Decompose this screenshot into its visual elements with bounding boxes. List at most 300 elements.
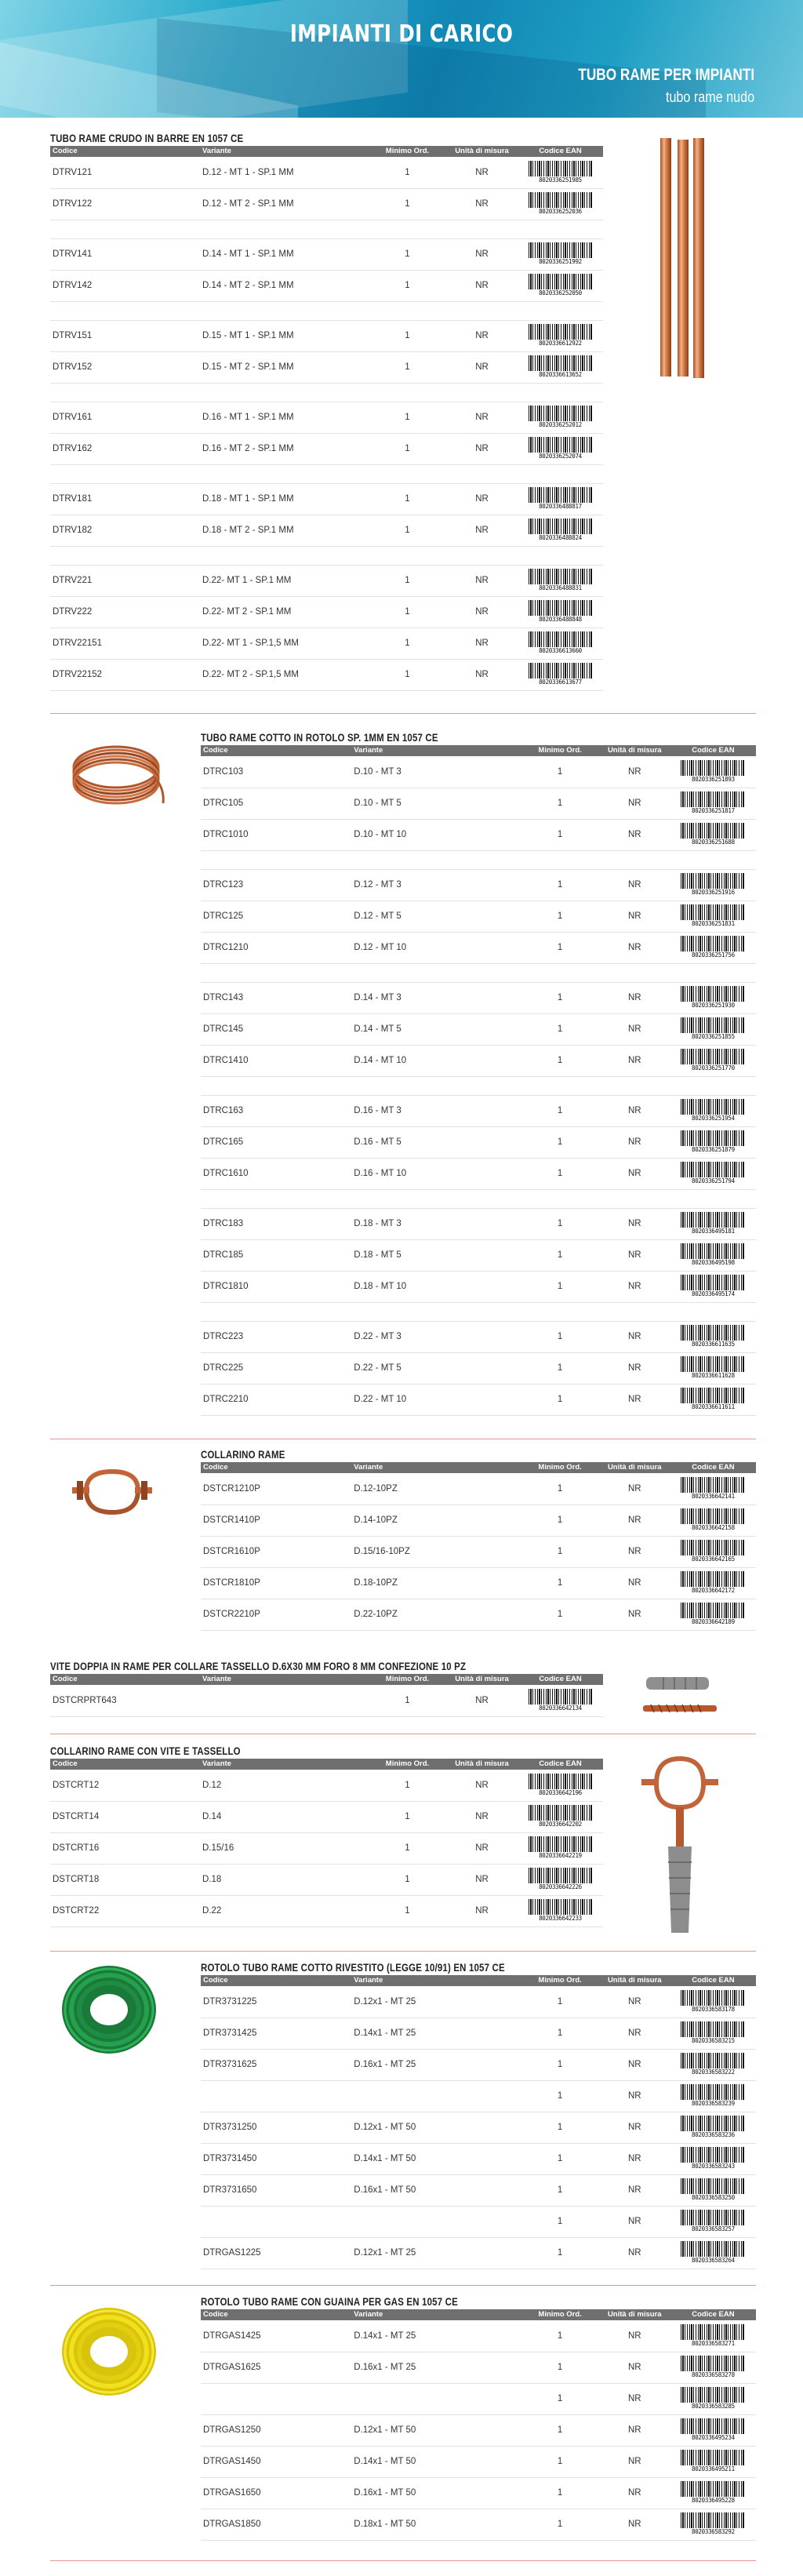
product-code: DTRV221: [50, 565, 200, 596]
product-table: [50, 1759, 603, 1927]
barcode-icon: 8020336611628: [681, 1356, 745, 1380]
barcode-icon: 8020336251688: [681, 823, 745, 846]
product-variant: D.10 - MT 3: [351, 756, 521, 788]
product-variant: D.14 - MT 1 - SP.1 MM: [200, 238, 369, 270]
unit: NR: [599, 1271, 670, 1302]
min-order: 1: [521, 1158, 599, 1189]
barcode-icon: 8020336642196: [529, 1774, 593, 1797]
green-insulated-coil-image: [58, 1961, 160, 2059]
table-row: [201, 1271, 756, 1302]
unit: NR: [599, 1599, 670, 1630]
product-variant: D.14: [200, 1801, 369, 1832]
column-header: Unità di misura: [446, 1759, 518, 1770]
min-order: 1: [369, 1864, 446, 1895]
table-row: [201, 982, 756, 1013]
column-header: Minimo Ord.: [521, 2309, 599, 2320]
table-row: [50, 1864, 603, 1895]
table-row: [201, 1013, 756, 1045]
table-row: [50, 402, 603, 433]
product-variant: D.12 - MT 5: [351, 901, 521, 932]
ean-barcode: [670, 2383, 756, 2414]
product-code: DTRC143: [201, 982, 351, 1013]
unit: NR: [599, 1208, 670, 1239]
column-header: Minimo Ord.: [369, 1674, 446, 1685]
column-header: Unità di misura: [599, 1975, 670, 1986]
table-row: [201, 2080, 756, 2112]
product-variant: D.18: [200, 1864, 369, 1895]
table-row: [201, 2477, 756, 2509]
table-row: [50, 1895, 603, 1927]
product-code: DTRC103: [201, 756, 351, 788]
section-title: COLLARINO RAME CON VITE E TASSELLO: [50, 1745, 241, 1757]
barcode-icon: 8020336252012: [529, 406, 593, 429]
table-row: [50, 1801, 603, 1832]
min-order: 1: [369, 628, 446, 659]
product-code: DTRC165: [201, 1126, 351, 1158]
ean-barcode: [518, 238, 603, 270]
min-order: 1: [521, 2509, 599, 2540]
barcode-icon: 8020336251879: [681, 1130, 745, 1154]
ean-barcode: [670, 819, 756, 850]
table-row: [201, 2414, 756, 2446]
product-code: DSTCRT14: [50, 1801, 200, 1832]
product-variant: D.14x1 - MT 25: [351, 2320, 521, 2352]
unit: NR: [599, 1239, 670, 1271]
product-table: [201, 745, 756, 1416]
table-row: [201, 2049, 756, 2080]
ean-barcode: [518, 1685, 603, 1716]
barcode-icon: 8020336252036: [529, 192, 593, 216]
product-code: DTRC2210: [201, 1384, 351, 1415]
column-header: Variante: [200, 1759, 369, 1770]
unit: NR: [599, 1986, 670, 2018]
ean-barcode: [518, 515, 603, 546]
unit: NR: [599, 1013, 670, 1045]
table-row: [50, 659, 603, 690]
product-code: DTRV181: [50, 483, 200, 515]
ean-barcode: [518, 1770, 603, 1801]
product-variant: [351, 2080, 521, 2112]
product-variant: D.16x1 - MT 50: [351, 2477, 521, 2509]
barcode-icon: 8020336583178: [681, 1990, 745, 2014]
unit: NR: [599, 932, 670, 963]
min-order: 1: [369, 402, 446, 433]
table-row: [201, 788, 756, 819]
unit: NR: [599, 2018, 670, 2049]
unit: NR: [599, 1384, 670, 1415]
min-order: 1: [521, 2383, 599, 2414]
product-variant: D.18 - MT 3: [351, 1208, 521, 1239]
product-code: DTR3731625: [201, 2049, 351, 2080]
product-code: DTRV152: [50, 351, 200, 383]
barcode-icon: 8020336495181: [681, 1212, 745, 1235]
barcode-icon: 8020336252050: [529, 274, 593, 297]
product-code: DTRC225: [201, 1352, 351, 1384]
ean-barcode: [670, 2143, 756, 2174]
ean-barcode: [670, 1384, 756, 1415]
min-order: 1: [369, 433, 446, 464]
barcode-icon: 8020336495234: [681, 2418, 745, 2442]
unit: NR: [599, 1504, 670, 1536]
unit: NR: [599, 2509, 670, 2540]
min-order: 1: [369, 1685, 446, 1716]
product-table: [50, 146, 603, 691]
table-row: [201, 819, 756, 850]
ean-barcode: [670, 1536, 756, 1567]
product-variant: D.15/16: [200, 1832, 369, 1864]
table-row: [201, 2237, 756, 2269]
category-title: TUBO RAME PER IMPIANTI: [578, 66, 754, 84]
table-row: [201, 1126, 756, 1158]
product-variant: D.10 - MT 10: [351, 819, 521, 850]
unit: NR: [446, 1864, 518, 1895]
ean-barcode: [670, 901, 756, 932]
ean-barcode: [670, 788, 756, 819]
ean-barcode: [518, 1864, 603, 1895]
product-code: DTRC145: [201, 1013, 351, 1045]
product-variant: D.16x1 - MT 25: [351, 2049, 521, 2080]
barcode-icon: 8020336642219: [529, 1836, 593, 1860]
column-header: Variante: [351, 2309, 521, 2320]
unit: NR: [446, 320, 518, 351]
ean-barcode: [670, 1013, 756, 1045]
barcode-icon: 8020336642233: [529, 1899, 593, 1923]
min-order: 1: [521, 2143, 599, 2174]
min-order: 1: [521, 1536, 599, 1567]
ean-barcode: [518, 157, 603, 188]
min-order: 1: [521, 1384, 599, 1415]
product-variant: D.14x1 - MT 50: [351, 2143, 521, 2174]
barcode-icon: 8020336611611: [681, 1388, 745, 1411]
product-variant: D.16 - MT 5: [351, 1126, 521, 1158]
ean-barcode: [670, 1208, 756, 1239]
min-order: 1: [369, 483, 446, 515]
column-header: Variante: [200, 146, 369, 157]
column-header: Minimo Ord.: [521, 1462, 599, 1473]
min-order: 1: [521, 982, 599, 1013]
product-code: DSTCRT12: [50, 1770, 200, 1801]
product-code: DTRGAS1250: [201, 2414, 351, 2446]
table-row: [201, 2018, 756, 2049]
product-code: [201, 2080, 351, 2112]
barcode-icon: 8020336583239: [681, 2084, 745, 2108]
ean-barcode: [670, 1473, 756, 1504]
ean-barcode: [670, 1095, 756, 1126]
barcode-icon: 8020336613677: [529, 663, 593, 686]
barcode-icon: 8020336488848: [529, 600, 593, 624]
barcode-icon: 8020336583278: [681, 2356, 745, 2379]
product-variant: D.12 - MT 10: [351, 932, 521, 963]
ean-barcode: [518, 1832, 603, 1864]
barcode-icon: 8020336495174: [681, 1275, 745, 1298]
min-order: 1: [521, 2174, 599, 2206]
column-header: Codice: [201, 745, 351, 756]
ean-barcode: [670, 2352, 756, 2383]
min-order: 1: [521, 1126, 599, 1158]
unit: NR: [599, 2174, 670, 2206]
product-variant: D.12: [200, 1770, 369, 1801]
product-table: [201, 2309, 756, 2541]
table-row: [50, 351, 603, 383]
product-variant: D.15/16-10PZ: [351, 1536, 521, 1567]
unit: NR: [599, 819, 670, 850]
table-row: [50, 238, 603, 270]
min-order: 1: [521, 788, 599, 819]
unit: NR: [599, 1567, 670, 1599]
barcode-icon: 8020336488824: [529, 518, 593, 542]
unit: NR: [599, 2206, 670, 2237]
table-row: [201, 1045, 756, 1076]
barcode-icon: 8020336251770: [681, 1049, 745, 1072]
unit: NR: [599, 2237, 670, 2269]
barcode-icon: 8020336642202: [529, 1805, 593, 1828]
product-variant: D.12x1 - MT 25: [351, 1986, 521, 2018]
table-row: [50, 320, 603, 351]
unit: NR: [446, 402, 518, 433]
copper-clamp-image: [69, 1467, 155, 1522]
ean-barcode: [518, 320, 603, 351]
column-header: Codice: [201, 1462, 351, 1473]
unit: NR: [599, 2477, 670, 2509]
ean-barcode: [518, 270, 603, 301]
ean-barcode: [670, 1045, 756, 1076]
product-variant: [351, 2206, 521, 2237]
table-row: [50, 515, 603, 546]
column-header: Codice: [50, 1759, 200, 1770]
product-code: DTRV141: [50, 238, 200, 270]
table-row: [201, 1321, 756, 1352]
column-header: Unità di misura: [599, 1462, 670, 1473]
page-title: IMPIANTI DI CARICO: [289, 20, 514, 48]
ean-barcode: [670, 756, 756, 788]
product-code: DTRC185: [201, 1239, 351, 1271]
ean-barcode: [518, 483, 603, 515]
table-row: [50, 270, 603, 301]
barcode-icon: 8020336583292: [681, 2512, 745, 2536]
product-code: DTR3731450: [201, 2143, 351, 2174]
ean-barcode: [518, 188, 603, 220]
product-variant: D.14x1 - MT 25: [351, 2018, 521, 2049]
min-order: 1: [369, 565, 446, 596]
barcode-icon: 8020336488831: [529, 569, 593, 592]
product-variant: D.18 - MT 1 - SP.1 MM: [200, 483, 369, 515]
table-row: [201, 2446, 756, 2477]
unit: NR: [599, 2383, 670, 2414]
table-row: [201, 1158, 756, 1189]
min-order: 1: [521, 901, 599, 932]
product-code: DTR3731650: [201, 2174, 351, 2206]
product-code: [201, 2206, 351, 2237]
min-order: 1: [369, 596, 446, 628]
product-code: DTRGAS1650: [201, 2477, 351, 2509]
min-order: 1: [521, 1986, 599, 2018]
yellow-sheathed-coil-image: [58, 2303, 160, 2401]
ean-barcode: [670, 982, 756, 1013]
table-row: [50, 1770, 603, 1801]
product-variant: D.18 - MT 2 - SP.1 MM: [200, 515, 369, 546]
unit: NR: [599, 1158, 670, 1189]
product-variant: D.16 - MT 1 - SP.1 MM: [200, 402, 369, 433]
product-code: DSTCR1810P: [201, 1567, 351, 1599]
table-row: [201, 2206, 756, 2237]
ean-barcode: [670, 2477, 756, 2509]
barcode-icon: 8020336613660: [529, 631, 593, 655]
ean-barcode: [670, 1352, 756, 1384]
unit: NR: [446, 515, 518, 546]
min-order: 1: [521, 1095, 599, 1126]
min-order: 1: [369, 1895, 446, 1927]
ean-barcode: [670, 1321, 756, 1352]
barcode-icon: 8020336613652: [529, 355, 593, 379]
product-code: DTRV121: [50, 157, 200, 188]
ean-barcode: [670, 2446, 756, 2477]
table-row: [201, 2112, 756, 2143]
barcode-icon: 8020336642141: [681, 1477, 745, 1501]
barcode-icon: 8020336642165: [681, 1540, 745, 1563]
min-order: 1: [521, 2206, 599, 2237]
column-header: Codice EAN: [518, 1759, 603, 1770]
table-row: [201, 901, 756, 932]
min-order: 1: [521, 2080, 599, 2112]
ean-barcode: [518, 433, 603, 464]
unit: NR: [599, 2112, 670, 2143]
product-code: DSTCR1210P: [201, 1473, 351, 1504]
ean-barcode: [670, 1986, 756, 2018]
barcode-icon: 8020336642134: [529, 1689, 593, 1712]
min-order: 1: [369, 351, 446, 383]
unit: NR: [599, 756, 670, 788]
product-code: DSTCRPRT643: [50, 1685, 200, 1716]
column-header: Unità di misura: [599, 2309, 670, 2320]
table-row: [201, 2320, 756, 2352]
ean-barcode: [518, 402, 603, 433]
table-row: [50, 628, 603, 659]
product-code: DTRV22151: [50, 628, 200, 659]
ean-barcode: [670, 869, 756, 901]
table-row: [201, 2383, 756, 2414]
ean-barcode: [670, 1504, 756, 1536]
unit: NR: [446, 596, 518, 628]
table-row: [201, 1567, 756, 1599]
barcode-icon: 8020336495198: [681, 1243, 745, 1267]
min-order: 1: [521, 2320, 599, 2352]
unit: NR: [599, 2080, 670, 2112]
product-variant: D.12 - MT 1 - SP.1 MM: [200, 157, 369, 188]
unit: NR: [599, 1095, 670, 1126]
barcode-icon: 8020336642172: [681, 1571, 745, 1595]
table-row: [50, 157, 603, 188]
section-rotolo-rivestito: [201, 1961, 756, 2269]
unit: NR: [599, 1473, 670, 1504]
section-collarino-vite-tassello: [50, 1745, 602, 1927]
min-order: 1: [369, 659, 446, 690]
product-variant: D.18 - MT 10: [351, 1271, 521, 1302]
barcode-icon: 8020336251992: [529, 242, 593, 266]
barcode-icon: 8020336611635: [681, 1325, 745, 1348]
product-code: DTRV142: [50, 270, 200, 301]
min-order: 1: [369, 320, 446, 351]
product-variant: D.16 - MT 10: [351, 1158, 521, 1189]
barcode-icon: 8020336251930: [681, 986, 745, 1010]
section-title: TUBO RAME CRUDO IN BARRE EN 1057 CE: [50, 133, 244, 144]
unit: NR: [446, 565, 518, 596]
min-order: 1: [521, 2049, 599, 2080]
product-code: DTR3731250: [201, 2112, 351, 2143]
unit: NR: [599, 2320, 670, 2352]
barcode-icon: 8020336583257: [681, 2210, 745, 2233]
barcode-icon: 8020336583250: [681, 2178, 745, 2202]
product-code: DTRGAS1425: [201, 2320, 351, 2352]
barcode-icon: 8020336251954: [681, 1099, 745, 1122]
barcode-icon: 8020336251817: [681, 791, 745, 815]
min-order: 1: [521, 2018, 599, 2049]
product-variant: D.14 - MT 5: [351, 1013, 521, 1045]
unit: NR: [599, 2414, 670, 2446]
barcode-icon: 8020336583264: [681, 2241, 745, 2265]
ean-barcode: [670, 1271, 756, 1302]
barcode-icon: 8020336251855: [681, 1017, 745, 1041]
ean-barcode: [670, 2509, 756, 2540]
min-order: 1: [521, 869, 599, 901]
column-header: Codice: [201, 2309, 351, 2320]
min-order: 1: [369, 1770, 446, 1801]
min-order: 1: [521, 1504, 599, 1536]
min-order: 1: [369, 238, 446, 270]
ean-barcode: [670, 2414, 756, 2446]
min-order: 1: [521, 1567, 599, 1599]
product-table: [201, 1462, 756, 1631]
product-variant: D.22- MT 1 - SP.1 MM: [200, 565, 369, 596]
copper-pipe-bars-image: [656, 138, 710, 378]
min-order: 1: [369, 270, 446, 301]
table-row: [50, 1832, 603, 1864]
barcode-icon: 8020336642158: [681, 1508, 745, 1532]
table-row: [50, 596, 603, 628]
product-variant: D.15 - MT 2 - SP.1 MM: [200, 351, 369, 383]
product-code: DTR3731225: [201, 1986, 351, 2018]
ean-barcode: [670, 2174, 756, 2206]
barcode-icon: 8020336642226: [529, 1868, 593, 1891]
column-header: Codice EAN: [670, 1975, 756, 1986]
product-code: DTRV22152: [50, 659, 200, 690]
unit: NR: [446, 351, 518, 383]
unit: NR: [599, 2446, 670, 2477]
ean-barcode: [670, 2320, 756, 2352]
product-variant: D.15 - MT 1 - SP.1 MM: [200, 320, 369, 351]
product-code: DTRC1210: [201, 932, 351, 963]
barcode-icon: 8020336612922: [529, 324, 593, 347]
ean-barcode: [518, 628, 603, 659]
product-variant: D.16x1 - MT 50: [351, 2174, 521, 2206]
product-code: DTRGAS1850: [201, 2509, 351, 2540]
product-variant: D.14x1 - MT 50: [351, 2446, 521, 2477]
barcode-icon: 8020336642189: [681, 1603, 745, 1626]
product-variant: D.14 - MT 3: [351, 982, 521, 1013]
product-variant: D.18 - MT 5: [351, 1239, 521, 1271]
product-code: DTRV182: [50, 515, 200, 546]
unit: NR: [599, 901, 670, 932]
product-variant: D.22 - MT 5: [351, 1352, 521, 1384]
section-title: TUBO RAME COTTO IN ROTOLO SP. 1MM EN 1057 CE: [201, 732, 438, 744]
table-row: [201, 1352, 756, 1384]
table-row: [201, 1095, 756, 1126]
min-order: 1: [521, 1239, 599, 1271]
ean-barcode: [670, 2206, 756, 2237]
product-code: DTRC123: [201, 869, 351, 901]
barcode-icon: 8020336488817: [529, 487, 593, 511]
product-variant: D.22: [200, 1895, 369, 1927]
section-rotolo-guaina-gas: [201, 2295, 756, 2541]
